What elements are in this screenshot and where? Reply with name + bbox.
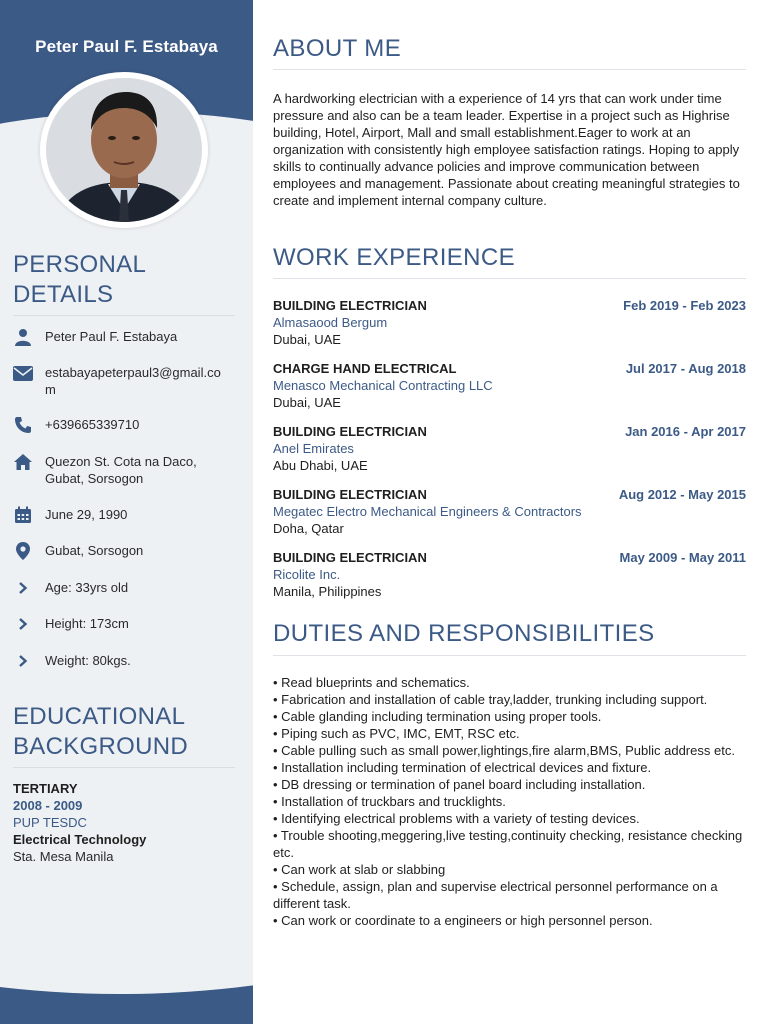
location-pin-icon xyxy=(12,542,34,560)
job-entry xyxy=(273,298,746,354)
chevron-right-icon xyxy=(12,652,34,670)
avatar xyxy=(40,72,208,228)
job-dates: May 2009 - May 2011 xyxy=(619,550,746,565)
detail-birthplace xyxy=(12,542,242,560)
job-location: Doha, Qatar xyxy=(273,521,344,536)
footer-curve xyxy=(0,954,253,994)
chevron-right-icon xyxy=(12,615,34,633)
divider xyxy=(13,315,235,316)
education-level: TERTIARY xyxy=(13,781,78,796)
duty-item: • Installation including termination of electrical devices and fixture. xyxy=(273,760,652,775)
chevron-right-icon xyxy=(12,579,34,597)
resume-name: Peter Paul F. Estabaya xyxy=(35,37,218,56)
job-dates: Jul 2017 - Aug 2018 xyxy=(625,361,746,376)
duties-list xyxy=(273,674,743,929)
duty-item: • Cable glanding including termination using proper tools. xyxy=(273,709,602,724)
detail-text: Weight: 80kgs. xyxy=(45,653,131,668)
detail-age xyxy=(12,579,242,597)
detail-weight xyxy=(12,652,242,670)
education-school: PUP TESDC xyxy=(13,815,87,830)
user-icon xyxy=(12,328,34,346)
detail-phone[interactable] xyxy=(12,416,242,434)
education-location: Sta. Mesa Manila xyxy=(13,849,114,864)
divider xyxy=(13,767,235,768)
duty-item: • Cable pulling such as small power,lightings,fire alarm,BMS, Public address etc. xyxy=(273,743,735,758)
job-company: Anel Emirates xyxy=(273,441,354,456)
detail-text: +639665339710 xyxy=(45,417,140,432)
job-location: Dubai, UAE xyxy=(273,332,341,347)
duty-item: • Identifying electrical problems with a variety of testing devices. xyxy=(273,811,640,826)
duties-heading: DUTIES AND RESPONSIBILITIES xyxy=(273,620,655,647)
job-title: CHARGE HAND ELECTRICAL xyxy=(273,361,457,376)
education-heading xyxy=(13,702,188,762)
personal-heading-line-1: PERSONAL xyxy=(13,251,147,278)
job-company: Megatec Electro Mechanical Engineers & Contractors xyxy=(273,504,582,519)
divider xyxy=(273,655,746,656)
job-entry xyxy=(273,487,746,543)
sidebar xyxy=(0,0,253,1024)
job-title: BUILDING ELECTRICIAN xyxy=(273,298,427,313)
duty-item: • Can work or coordinate to a engineers or high personnel person. xyxy=(273,913,653,928)
duty-item: • Installation of truckbars and trucklights. xyxy=(273,794,506,809)
detail-text: Age: 33yrs old xyxy=(45,580,129,595)
job-company: Ricolite Inc. xyxy=(273,567,341,582)
personal-heading-line-2: DETAILS xyxy=(13,281,114,308)
duty-item: • Trouble shooting,meggering,live testing,continuity checking, resistance checking etc. xyxy=(273,828,743,860)
about-text: A hardworking electrician with a experience of 14 yrs that can work under time pressure and also can be a team leader. Expertise in a project such as Highrise building, Hotel, Airport, Mall and small establishment.Eager to work at an organization with consistently high employee satisfaction ratings. Hoping to apply skills to continually advance policies and improve communication between employees and management. Passionate about creating meaningful strategies to create and implement internal company culture. xyxy=(273,91,740,208)
work-experience-heading: WORK EXPERIENCE xyxy=(273,244,516,271)
education-heading-line-2: BACKGROUND xyxy=(13,733,189,760)
duty-item: • Fabrication and installation of cable tray,ladder, trunking including support. xyxy=(273,692,708,707)
duty-item: • Piping such as PVC, IMC, EMT, RSC etc. xyxy=(273,726,520,741)
detail-text: estabayapeterpaul3@gmail.com xyxy=(45,365,221,397)
divider xyxy=(273,278,746,279)
job-dates: Jan 2016 - Apr 2017 xyxy=(625,424,746,439)
detail-birthdate xyxy=(12,506,242,524)
education-years: 2008 - 2009 xyxy=(13,798,83,813)
detail-text: Gubat, Sorsogon xyxy=(45,543,144,558)
duty-item: • Schedule, assign, plan and supervise electrical personnel performance on a different task. xyxy=(273,879,718,911)
job-entry xyxy=(273,550,746,606)
job-title: BUILDING ELECTRICIAN xyxy=(273,424,427,439)
job-company: Almasaood Bergum xyxy=(273,315,388,330)
job-title: BUILDING ELECTRICIAN xyxy=(273,550,427,565)
profile-photo xyxy=(46,78,202,222)
detail-text: Peter Paul F. Estabaya xyxy=(45,329,178,344)
education-heading-line-1: EDUCATIONAL xyxy=(13,703,186,730)
detail-email[interactable] xyxy=(12,364,242,398)
job-dates: Feb 2019 - Feb 2023 xyxy=(623,298,746,313)
duty-item: • Read blueprints and schematics. xyxy=(273,675,470,690)
divider xyxy=(273,69,746,70)
job-location: Manila, Philippines xyxy=(273,584,382,599)
detail-text: Height: 173cm xyxy=(45,616,129,631)
duty-item: • Can work at slab or slabbing xyxy=(273,862,446,877)
job-location: Dubai, UAE xyxy=(273,395,341,410)
envelope-icon xyxy=(12,364,34,382)
duty-item: • DB dressing or termination of panel board including installation. xyxy=(273,777,646,792)
detail-address xyxy=(12,453,242,487)
job-dates: Aug 2012 - May 2015 xyxy=(618,487,746,502)
calendar-icon xyxy=(12,506,34,524)
detail-text: June 29, 1990 xyxy=(45,507,128,522)
detail-height xyxy=(12,615,242,633)
job-title: BUILDING ELECTRICIAN xyxy=(273,487,427,502)
personal-details-heading xyxy=(13,250,146,310)
job-company: Menasco Mechanical Contracting LLC xyxy=(273,378,493,393)
detail-text: Quezon St. Cota na Daco, Gubat, Sorsogon xyxy=(45,454,197,486)
home-icon xyxy=(12,453,34,471)
education-course: Electrical Technology xyxy=(13,832,147,847)
phone-icon xyxy=(12,416,34,434)
job-location: Abu Dhabi, UAE xyxy=(273,458,368,473)
about-heading: ABOUT ME xyxy=(273,35,402,62)
detail-name xyxy=(12,328,242,346)
sidebar-footer-band xyxy=(0,954,253,1024)
job-entry xyxy=(273,424,746,480)
job-entry xyxy=(273,361,746,417)
